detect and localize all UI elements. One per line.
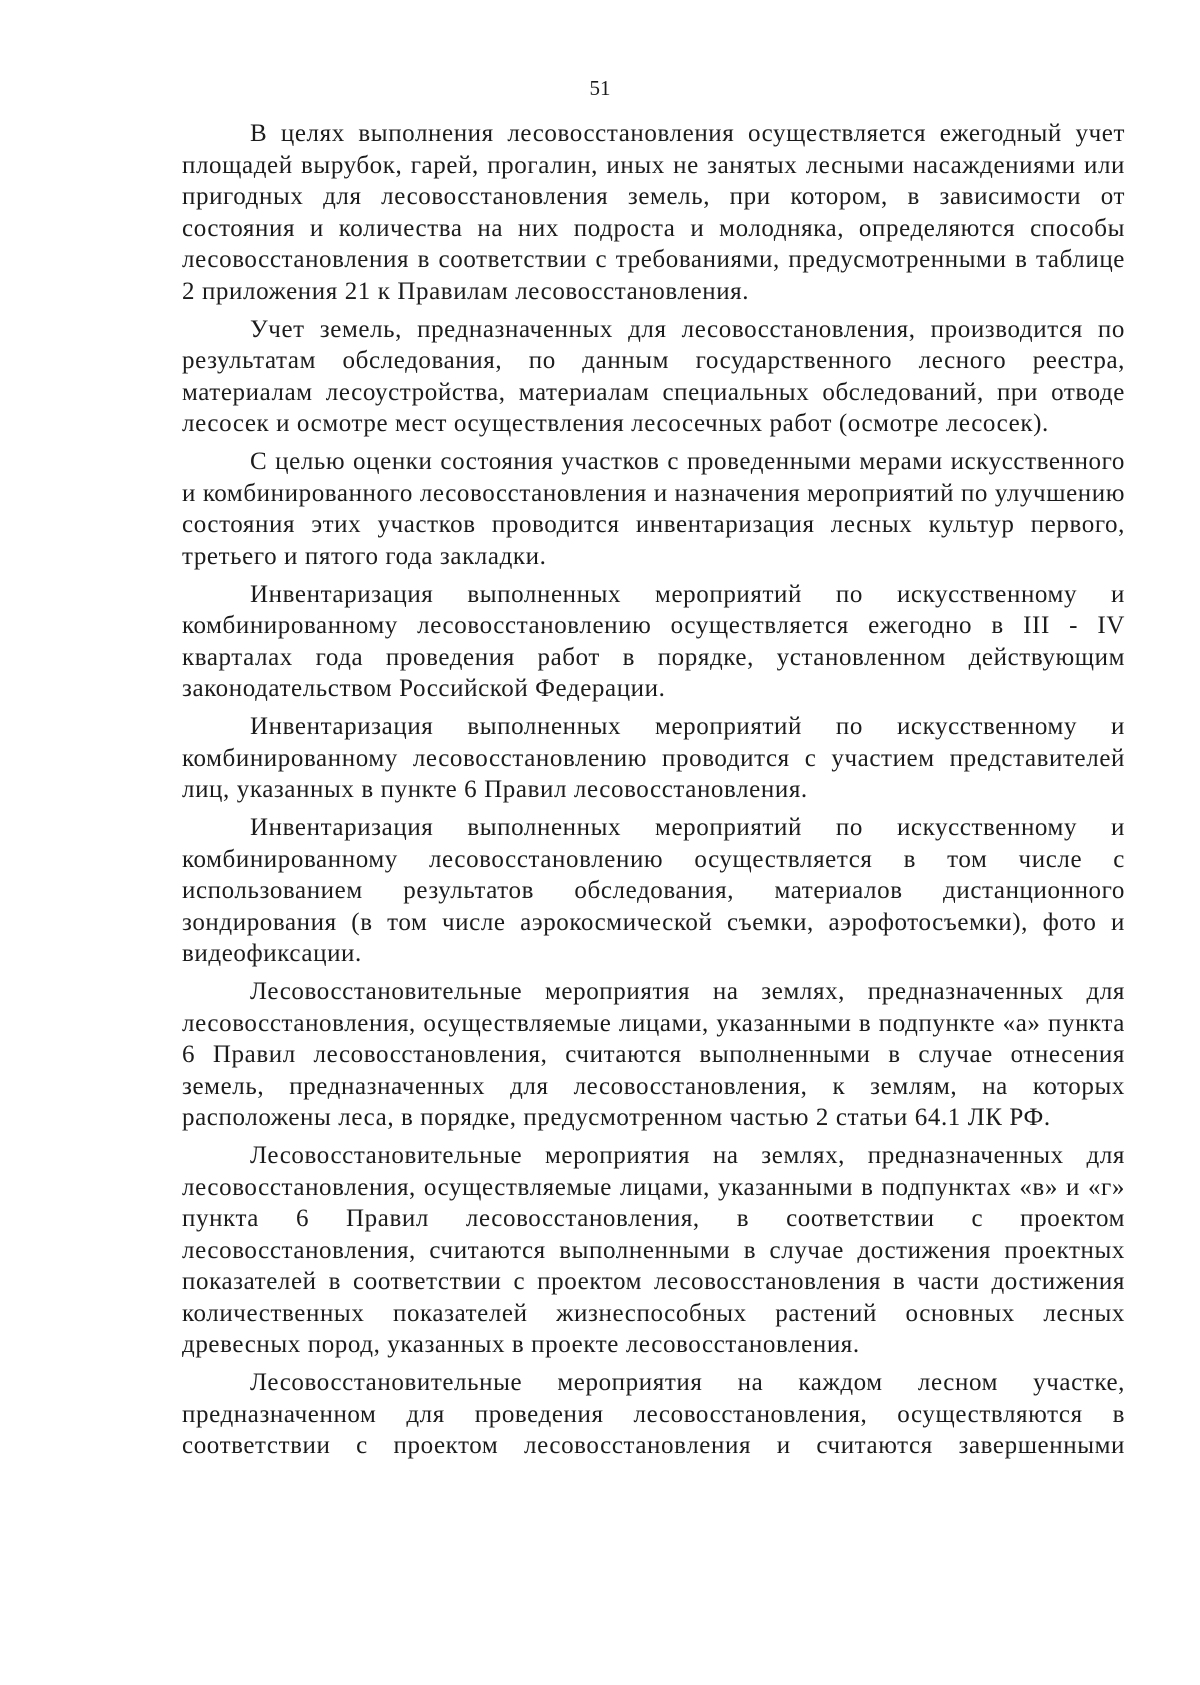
paragraph-5: Инвентаризация выполненных мероприятий по искусственному и комбинированному лесовосстановлению проводится с участием представителей лиц, указанных в пункте 6 Правил лесовосстановления. — [182, 713, 1125, 803]
document-body — [182, 118, 1125, 1468]
paragraph-3: С целью оценки состояния участков с проведенными мерами искусственного и комбинированного лесовосстановления и назначения мероприятий по улучшению состояния этих участков проводится инвентаризация лесных культур первого, третьего и пятого года закладки. — [182, 448, 1126, 570]
paragraph-9: Лесовосстановительные мероприятия на каждом лесном участке, предназначенном для проведения лесовосстановления, осуществляются в соответствии с проектом лесовосстановления и считаются завершенными — [182, 1369, 1125, 1459]
paragraph-4: Инвентаризация выполненных мероприятий по искусственному и комбинированному лесовосстановлению осуществляется ежегодно в III - IV кварталах года проведения работ в порядке, установленном действующим законодательством Российской Федерации. — [182, 580, 1125, 702]
page-number: 51 — [589, 76, 611, 100]
paragraph-2: Учет земель, предназначенных для лесовосстановления, производится по результатам обследования, по данным государственного лесного реестра, материалам лесоустройства, материалам специальных обследований, при отводе лесосек и осмотре мест осуществления лесосечных работ (осмотре лесосек). — [182, 315, 1125, 437]
paragraph-1: В целях выполнения лесовосстановления осуществляется ежегодный учет площадей вырубок, гарей, прогалин, иных не занятых лесными насаждениями или пригодных для лесовосстановления земель, при котором, в зависимости от состояния и количества на них подроста и молодняка, определяются способы лесовосстановления в соответствии с требованиями, предусмотренными в таблице 2 приложения 21 к Правилам лесовосстановления. — [182, 120, 1125, 305]
paragraph-7: Лесовосстановительные мероприятия на землях, предназначенных для лесовосстановления, осуществляемые лицами, указанными в подпункте «а» пункта 6 Правил лесовосстановления, считаются выполненными в случае отнесения земель, предназначенных для лесовосстановления, к землям, на которых расположены леса, в порядке, предусмотренном частью 2 статьи 64.1 ЛК РФ. — [182, 978, 1125, 1131]
paragraph-6: Инвентаризация выполненных мероприятий по искусственному и комбинированному лесовосстановлению осуществляется в том числе с использованием результатов обследования, материалов дистанционного зондирования (в том числе аэрокосмической съемки, аэрофотосъемки), фото и видеофиксации. — [182, 814, 1125, 967]
paragraph-8: Лесовосстановительные мероприятия на землях, предназначенных для лесовосстановления, осуществляемые лицами, указанными в подпунктах «в» и «г» пункта 6 Правил лесовосстановления, в соответствии с проектом лесовосстановления, считаются выполненными в случае достижения проектных показателей в соответствии с проектом лесовосстановления в части достижения количественных показателей жизнеспособных растений основных лесных древесных пород, указанных в проекте лесовосстановления. — [182, 1142, 1125, 1358]
